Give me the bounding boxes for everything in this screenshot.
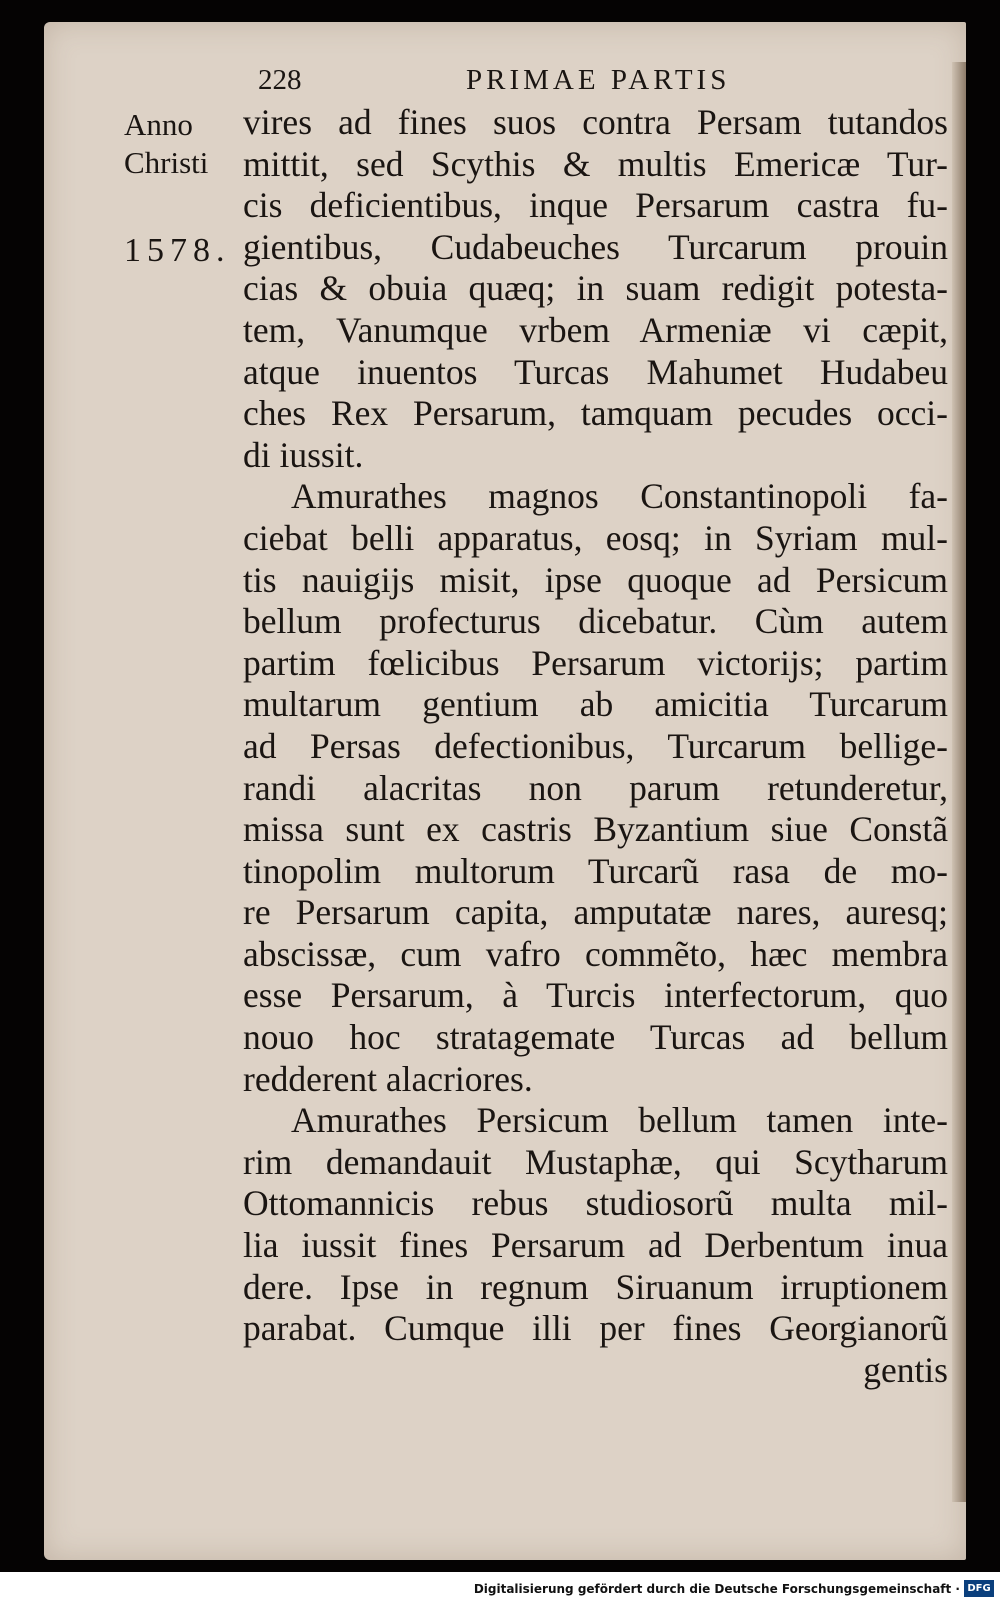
text-line: vires ad fines suos contra Persam tutandos (243, 102, 948, 142)
text-line: rim demandauit Mustaphæ, qui Scytharum (243, 1141, 948, 1182)
text-line: Amurathes magnos Constantinopoli fa- (291, 476, 948, 517)
text-line: tem, Vanumque vrbem Armeniæ vi cæpit, (243, 309, 948, 350)
text-line: tinopolim multorum Turcarũ rasa de mo- (243, 850, 948, 891)
text-line: redderent alacriores. (243, 1058, 533, 1099)
text-line: parabat. Cumque illi per fines Georgianorũ (243, 1308, 948, 1349)
text-line: abscissæ, cum vafro commẽto, hæc membra (243, 933, 948, 974)
text-line: esse Persarum, à Turcis interfectorum, quo (243, 975, 948, 1016)
dfg-logo-icon: DFG (964, 1580, 994, 1597)
text-line: randi alacritas non parum retunderetur, (243, 767, 948, 808)
text-line: cias & obuia quæq; in suam redigit potesta- (243, 268, 948, 309)
running-header (258, 64, 798, 104)
catchword: gentis (863, 1349, 948, 1390)
page-edge (952, 62, 966, 1502)
funding-credit: Digitalisierung gefördert durch die Deutsche Forschungsgemeinschaft · (473, 1582, 960, 1596)
text-line: Ottomannicis rebus studiosorũ multa mil- (243, 1183, 948, 1224)
text-line: lia iussit fines Persarum ad Derbentum inua (243, 1225, 948, 1266)
margin-year: 1578. (124, 232, 231, 269)
running-title: PRIMAE PARTIS (466, 64, 731, 96)
text-line: Amurathes Persicum bellum tamen inte- (291, 1100, 948, 1141)
text-line: mittit, sed Scythis & multis Emericæ Tur- (243, 143, 948, 184)
text-line: gientibus, Cudabeuches Turcarum prouin (243, 226, 948, 267)
text-line: missa sunt ex castris Byzantium siue Constã (243, 809, 948, 850)
margin-note-anno: Anno (124, 107, 193, 142)
text-line: ciebat belli apparatus, eosq; in Syriam mul- (243, 517, 948, 558)
text-line: re Persarum capita, amputatæ nares, auresq; (243, 892, 948, 933)
text-line: cis deficientibus, inque Persarum castra fu- (243, 185, 948, 226)
text-line: partim fœlicibus Persarum victorijs; partim (243, 642, 948, 683)
margin-note-christi: Christi (124, 145, 209, 180)
text-line: ad Persas defectionibus, Turcarum bellige- (243, 725, 948, 766)
text-line: dere. Ipse in regnum Siruanum irruptionem (243, 1266, 948, 1307)
text-line: tis nauigijs misit, ipse quoque ad Persicum (243, 559, 948, 600)
text-line: ches Rex Persarum, tamquam pecudes occi- (243, 393, 948, 434)
text-line: di iussit. (243, 434, 364, 475)
text-line: atque inuentos Turcas Mahumet Hudabeu (243, 351, 948, 392)
page-number: 228 (258, 64, 302, 96)
body-text (243, 102, 948, 1391)
footer-bar (0, 1573, 1000, 1603)
text-line: bellum profecturus dicebatur. Cùm autem (243, 601, 948, 642)
margin-note (124, 106, 234, 182)
text-line: multarum gentium ab amicitia Turcarum (243, 684, 948, 725)
text-line: nouo hoc stratagemate Turcas ad bellum (243, 1017, 948, 1058)
